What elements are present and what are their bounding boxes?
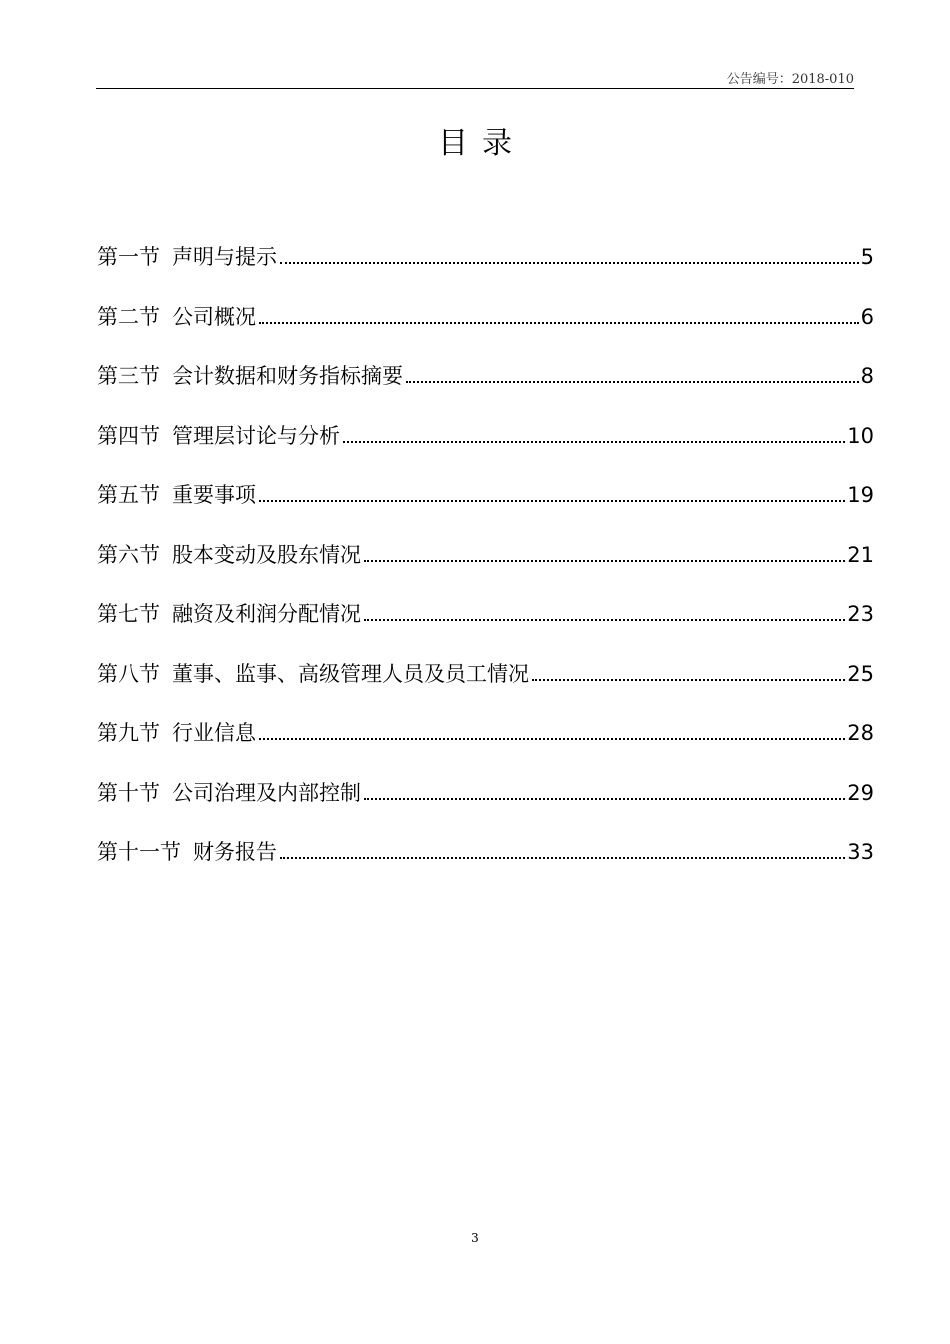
toc-entry[interactable]: [97, 647, 874, 687]
toc-section-number: 第五节: [97, 483, 160, 507]
toc-dot-leader: [406, 381, 859, 383]
toc-page-number: 33: [847, 840, 874, 864]
toc-page-number: 5: [860, 245, 874, 269]
toc-dot-leader: [364, 619, 845, 621]
toc-page-number: 10: [847, 423, 874, 448]
toc-entry[interactable]: [97, 230, 874, 270]
toc-section-number: 第三节: [97, 364, 160, 388]
toc-page-number: 21: [847, 542, 874, 567]
toc-page-number: 19: [847, 483, 874, 507]
toc-section-number: 第七节: [97, 602, 160, 626]
toc-section-number: 第四节: [97, 423, 160, 448]
toc-entry[interactable]: [97, 825, 874, 865]
toc-dot-leader: [280, 857, 845, 859]
toc-section-number: 第二节: [97, 304, 160, 329]
toc-entry[interactable]: [97, 587, 874, 627]
toc-entry[interactable]: [97, 468, 874, 508]
toc-entry[interactable]: [97, 290, 874, 330]
announcement-number: 公告编号：2018-010: [726, 72, 854, 87]
toc-section-name: 管理层讨论与分析: [172, 423, 340, 448]
toc-section-name: 融资及利润分配情况: [172, 602, 361, 626]
toc-entry[interactable]: [97, 349, 874, 389]
toc-section-name: 会计数据和财务指标摘要: [172, 364, 403, 388]
toc-section-number: 第十节: [97, 780, 160, 805]
toc-section-name: 重要事项: [172, 483, 256, 507]
toc-dot-leader: [259, 322, 859, 324]
toc-page-number: 6: [860, 304, 874, 329]
toc-entry[interactable]: [97, 409, 874, 449]
toc-dot-leader: [364, 798, 845, 800]
toc-section-number: 第六节: [97, 542, 160, 567]
header-divider: [96, 88, 854, 89]
toc-section-name: 董事、监事、高级管理人员及员工情况: [172, 661, 529, 686]
toc-page-number: 28: [847, 721, 874, 745]
toc-entry[interactable]: [97, 528, 874, 568]
toc-page-number: 23: [847, 602, 874, 626]
toc-section-name: 公司治理及内部控制: [172, 780, 361, 805]
toc-section-name: 声明与提示: [172, 245, 277, 269]
toc-dot-leader: [532, 679, 845, 681]
toc-entry[interactable]: [97, 706, 874, 746]
page-title: 目录: [438, 126, 526, 161]
toc-page-number: 29: [847, 780, 874, 805]
toc-dot-leader: [259, 500, 845, 502]
toc-dot-leader: [364, 560, 845, 562]
footer-page-number: 3: [471, 1231, 479, 1245]
toc-dot-leader: [280, 262, 859, 264]
toc-entry[interactable]: [97, 766, 874, 806]
toc-section-number: 第八节: [97, 661, 160, 686]
toc-section-number: 第九节: [97, 721, 160, 745]
toc-page-number: 25: [847, 661, 874, 686]
toc-section-number: 第一节: [97, 245, 160, 269]
toc-section-name: 财务报告: [193, 840, 277, 864]
toc-section-name: 公司概况: [172, 304, 256, 329]
toc-section-name: 股本变动及股东情况: [172, 542, 361, 567]
toc-section-name: 行业信息: [172, 721, 256, 745]
toc-page-number: 8: [860, 364, 874, 388]
toc-dot-leader: [343, 441, 845, 443]
toc-section-number: 第十一节: [97, 840, 181, 864]
toc-dot-leader: [259, 738, 845, 740]
